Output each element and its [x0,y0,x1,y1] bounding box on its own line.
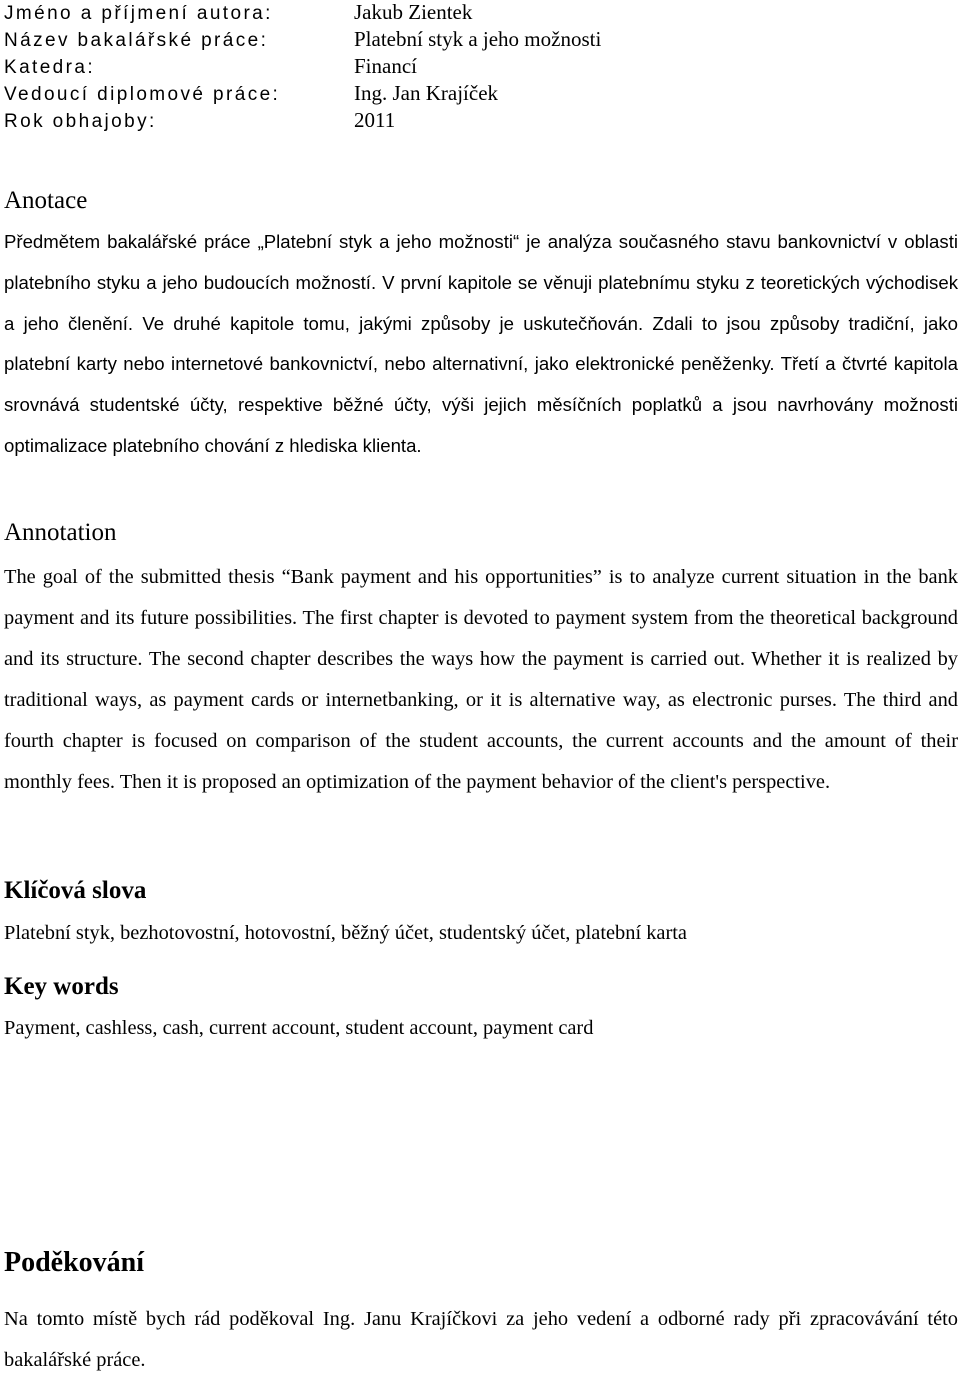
department-label: Katedra: [4,57,96,78]
author-label: Jméno a příjmení autora: [4,3,273,24]
meta-row-year [4,108,944,135]
year-value: 2011 [354,108,396,132]
keywords-en-text: Payment, cashless, cash, current account, student account, payment card [4,1017,594,1039]
meta-row-title [4,27,944,54]
keywords-cz-heading: Klíčová slova [4,877,147,904]
author-value: Jakub Zientek [354,0,473,24]
anotace-heading: Anotace [4,187,88,214]
keywords-cz-text: Platební styk, bezhotovostní, hotovostní, běžný účet, studentský účet, platební karta [4,922,687,944]
annotation-heading: Annotation [4,519,117,546]
meta-row-supervisor [4,81,944,108]
acknowledgement-text: Na tomto místě bych rád poděkoval Ing. Janu Krajíčkovi za jeho vedení a odborné rady při zpracovávání této bakalářské práce. [4,1308,958,1372]
annotation-text: The goal of the submitted thesis “Bank payment and his opportunities” is to analyze current situation in the bank payment and its future possibilities. The first chapter is devoted to payment system from the theoretical background and its structure. The second chapter describes the ways how the payment is carried out. Whether it is realized by traditional ways, as payment cards or internetbanking, or it is alternative way, as electronic purses. The third and fourth chapter is focused on comparison of the student accounts, the current accounts and the amount of their monthly fees. Then it is proposed an optimization of the payment behavior of the client's perspective. [4,566,958,794]
anotace-text: Předmětem bakalářské práce „Platební styk a jeho možnosti“ je analýza současného stavu bankovnictví v oblasti platebního styku a jeho budoucích možností. V první kapitole se věnuji platebnímu styku z teoretických východisek a jeho členění. Ve druhé kapitole tomu, jakými způsoby je uskutečňován. Zdali to jsou způsoby tradiční, jako platební karty nebo internetové bankovnictví, nebo alternativní, jako elektronické peněženky. Třetí a čtvrté kapitola srovnává studentské účty, respektive běžné účty, výši jejich měsíčních poplatků a jsou navrhovány možnosti optimalizace platebního chování z hlediska klienta. [4,231,958,456]
title-value: Platební styk a jeho možnosti [354,27,602,51]
thesis-metadata [4,0,944,135]
keywords-en-heading: Key words [4,973,119,1000]
supervisor-value: Ing. Jan Krajíček [354,81,499,105]
supervisor-label: Vedoucí diplomové práce: [4,84,281,105]
title-label: Název bakalářské práce: [4,30,269,51]
meta-row-department [4,54,944,81]
acknowledgement-heading: Poděkování [4,1247,145,1278]
meta-row-author [4,0,944,27]
year-label: Rok obhajoby: [4,111,157,132]
department-value: Financí [354,54,417,78]
